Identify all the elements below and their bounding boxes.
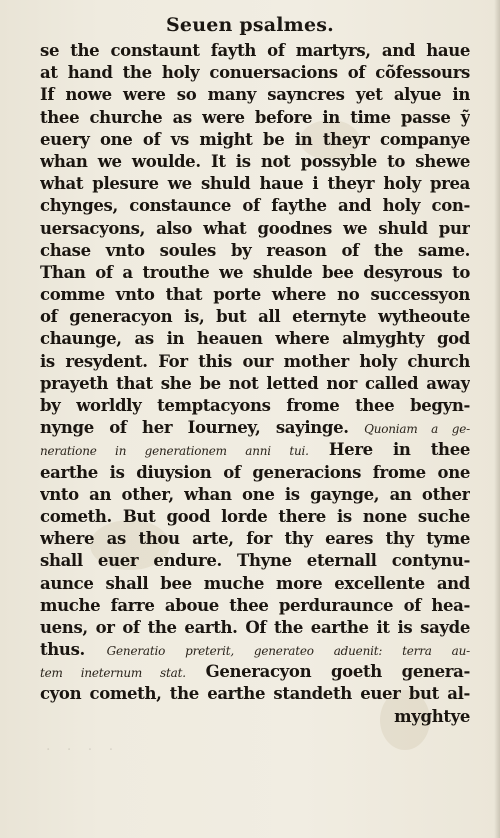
text-line	[40, 195, 470, 217]
text-line	[40, 262, 470, 284]
line-text: uens, or of the earth. Of the earthe it is sayde	[40, 617, 470, 637]
text-line	[40, 218, 470, 240]
line-text: prayeth that she be not letted nor called away	[40, 373, 470, 393]
line-text: of generacyon is, but all eternyte wytheoute	[40, 307, 470, 327]
text-line	[40, 173, 470, 195]
line-text: earthe is diuysion of generacions frome one	[40, 462, 470, 482]
line-text: Generacyon goeth genera-	[185, 662, 470, 682]
text-line	[40, 683, 470, 705]
line-text: at hand the holy conuersacions of cõfessours	[40, 63, 470, 83]
line-text: cometh. But good lorde there is none suche	[40, 506, 470, 526]
text-line	[40, 484, 470, 506]
text-line	[40, 528, 470, 550]
line-text: Here in thee	[308, 440, 470, 460]
text-line	[40, 417, 470, 439]
running-header: Seuen psalmes.	[166, 14, 334, 36]
text-line	[40, 439, 470, 461]
text-line	[40, 84, 470, 106]
text-line	[40, 395, 470, 417]
text-line	[40, 617, 470, 639]
text-line	[40, 240, 470, 262]
text-line	[40, 373, 470, 395]
text-block	[40, 40, 470, 728]
text-line	[40, 351, 470, 373]
text-line	[40, 62, 470, 84]
line-text: If nowe were so many sayncres yet alyue in	[40, 85, 470, 105]
line-text: is resydent. For this our mother holy church	[40, 351, 470, 371]
line-text: se the constaunt fayth of martyrs, and haue	[40, 41, 470, 60]
line-text: aunce shall bee muche more excellente and	[40, 573, 470, 593]
line-text: where as thou arte, for thy eares thy tyme	[40, 529, 470, 549]
line-text: Than of a trouthe we shulde bee desyrous to	[40, 262, 470, 282]
latin-quotation: neratione in generationem anni tui.	[40, 444, 309, 459]
text-line	[40, 550, 470, 572]
line-text: muche farre aboue thee perduraunce of hea-	[40, 595, 470, 615]
text-line	[40, 107, 470, 129]
line-text: chase vnto soules by reason of the same.	[40, 240, 470, 260]
text-line	[40, 151, 470, 173]
line-text: cyon cometh, the earthe standeth euer but al-	[40, 684, 470, 704]
line-text: thee churche as were before in time passe ỹ	[40, 107, 470, 127]
line-text: uersacyons, also what goodnes we shuld pur	[40, 218, 470, 238]
text-line	[40, 506, 470, 528]
text-line	[40, 706, 470, 728]
page-edge-shadow	[494, 0, 500, 838]
latin-quotation: Generatio preterit, generateo aduenit: terra au-	[106, 644, 470, 659]
line-text: thus.	[40, 640, 107, 660]
text-line	[40, 306, 470, 328]
latin-quotation: Quoniam a ge-	[364, 422, 470, 437]
text-line	[40, 462, 470, 484]
line-text: what plesure we shuld haue i theyr holy prea	[40, 174, 470, 194]
line-text: comme vnto that porte where no successyon	[40, 285, 470, 305]
text-line	[40, 328, 470, 350]
line-text: myghtye	[394, 706, 470, 726]
show-through-marks: · · · ·	[46, 742, 120, 758]
text-line	[40, 661, 470, 683]
text-line	[40, 40, 470, 62]
line-text: vnto an other, whan one is gaynge, an other	[40, 484, 470, 504]
line-text: euery one of vs might be in theyr companye	[40, 129, 470, 149]
text-line	[40, 595, 470, 617]
line-text: chaunge, as in heauen where almyghty god	[40, 329, 470, 349]
latin-quotation: tem ineternum stat.	[40, 666, 186, 681]
line-text: chynges, constaunce of faythe and holy con-	[40, 196, 470, 216]
line-text: by worldly temptacyons frome thee begyn-	[40, 396, 470, 415]
text-line	[40, 284, 470, 306]
line-text: shall euer endure. Thyne eternall contynu-	[40, 551, 470, 571]
line-text: whan we woulde. It is not possyble to shewe	[40, 151, 470, 171]
line-text: nynge of her Iourney, sayinge.	[40, 418, 365, 438]
text-line	[40, 639, 470, 661]
text-line	[40, 129, 470, 151]
text-line	[40, 573, 470, 595]
